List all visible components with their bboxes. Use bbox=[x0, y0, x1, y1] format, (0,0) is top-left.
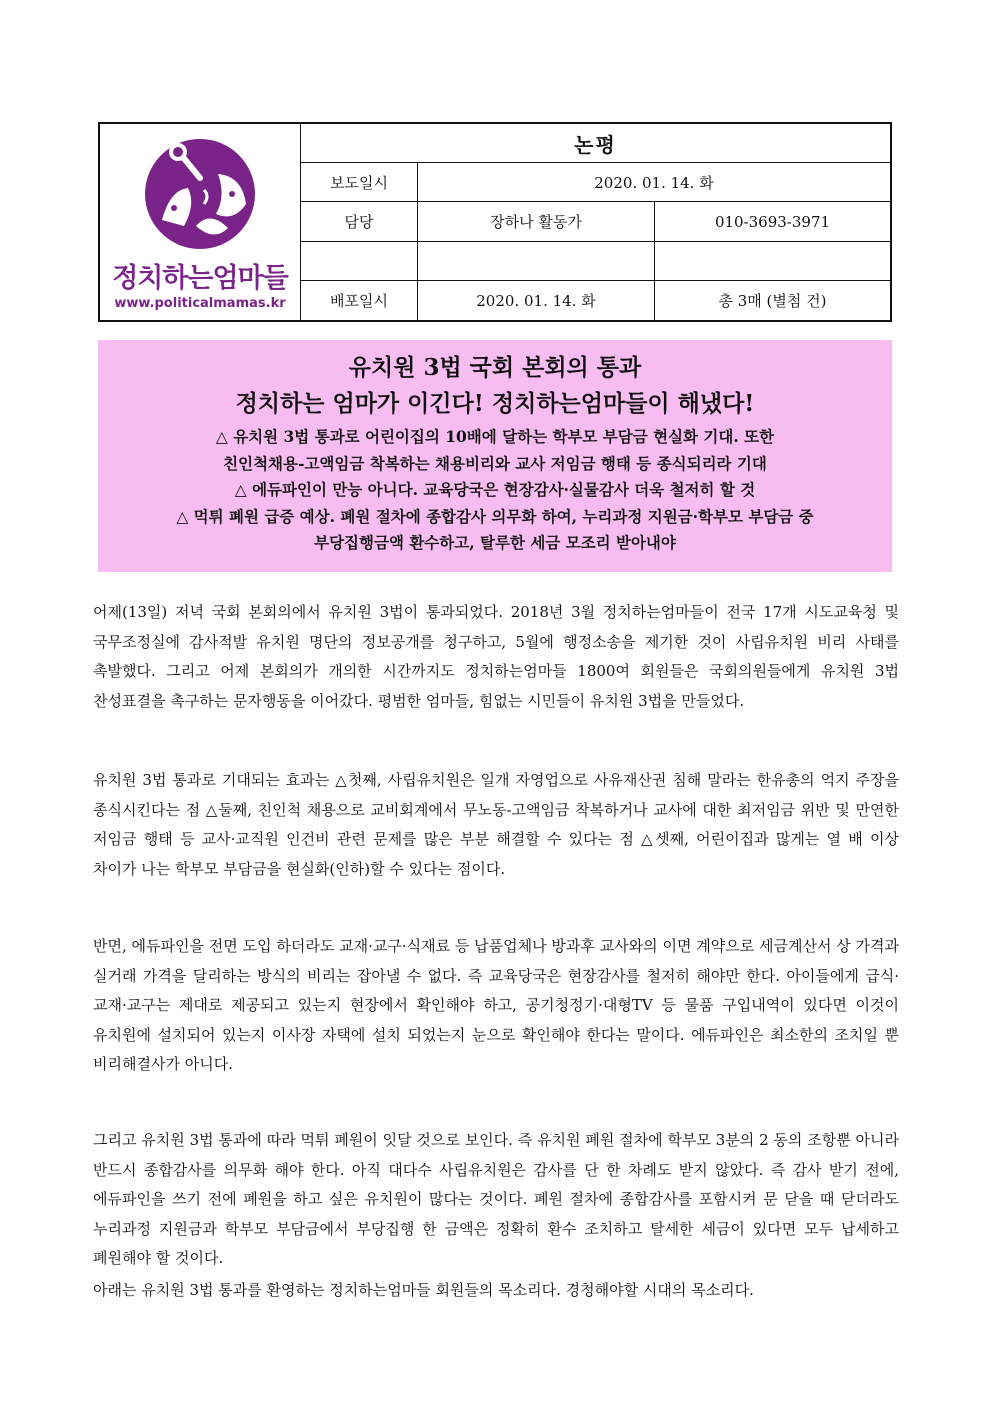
headline-point: △ 먹튀 폐원 급증 예상. 폐원 절차에 종합감사 의무화 하여, 누리과정 지원금·학부모 부담금 중 bbox=[176, 506, 814, 526]
distribution-date-label: 배포일시 bbox=[301, 281, 418, 320]
header-row-type bbox=[301, 124, 890, 163]
body-paragraph-5: 아래는 유치원 3법 통과를 환영하는 정치하는엄마들 회원들의 목소리다. 경청해야할 시대의 목소리다. bbox=[93, 1281, 754, 1299]
distribution-date-value: 2020. 01. 14. 화 bbox=[418, 281, 655, 320]
headline-box bbox=[98, 340, 892, 572]
contact-phone: 010-3693-3971 bbox=[714, 212, 831, 231]
empty-wide-cell bbox=[655, 242, 890, 280]
headline-point: 친인척채용-고액임금 착복하는 채용비리와 교사 저임금 행태 등 종식되리라 기대 bbox=[223, 453, 767, 473]
header-row-empty bbox=[301, 242, 890, 281]
logo-area bbox=[100, 124, 301, 320]
header-info bbox=[301, 124, 890, 320]
document-type: 논평 bbox=[574, 132, 617, 157]
body-paragraph-3: 반면, 에듀파인을 전면 도입 하더라도 교재·교구·식재료 등 납품업체나 방과후 교사와의 이면 계약으로 세금계산서 상 가격과 실거래 가격을 달리하는 방식의 비리는 잡아낼 수 없다. 즉 교육당국은 현장감사를 철저히 해야만 한다. 아이들에게 급식·교재·교구는 제대로 제공되고 있는지 현장에서 확인해야 하고, 공기청정기·대형TV 등 물품 구입내역이 있다면 이것이 유치원에 설치되어 있는지 이사장 자택에 설치 되었는지 눈으로 확인해야 한다는 말이다. 에듀파인은 최소한의 조치일 뿐 비리해결사가 아니다. bbox=[93, 937, 899, 1074]
header-row-contact bbox=[301, 202, 890, 241]
headline-point: △ 에듀파인이 만능 아니다. 교육당국은 현장감사·실물감사 더욱 철저히 할 것 bbox=[234, 480, 756, 499]
headline-title: 유치원 3법 국회 본회의 통과 bbox=[348, 354, 642, 381]
empty-mid-cell bbox=[418, 242, 655, 280]
empty-label-cell bbox=[301, 242, 418, 280]
body-paragraph-4: 그리고 유치원 3법 통과에 따라 먹튀 폐원이 잇달 것으로 보인다. 즉 유치원 폐원 절차에 학부모 3분의 2 동의 조항뿐 아니라 반드시 종합감사를 의무화 해야 한다. 아직 대다수 사립유치원은 감사를 단 한 차례도 받지 않았다. 즉 감사 받기 전에, 에듀파인을 쓰기 전에 폐원을 하고 싶은 유치원이 많다는 것이다. 폐원 절차에 종합감사를 포함시켜 문 닫을 때 닫더라도 누리과정 지원금과 학부모 부담금에서 부당집행 한 금액은 정확히 환수 조치하고 탈세한 세금이 있다면 모두 납세하고 폐원해야 할 것이다. bbox=[93, 1131, 899, 1268]
headline-point: 부당집행금액 환수하고, 탈루한 세금 모조리 받아내야 bbox=[314, 533, 676, 552]
release-date-label: 보도일시 bbox=[301, 163, 418, 201]
press-header-table bbox=[98, 122, 892, 322]
header-row-distribution bbox=[301, 281, 890, 320]
release-date-value: 2020. 01. 14. 화 bbox=[594, 173, 714, 192]
header-row-release bbox=[301, 163, 890, 202]
organization-url: www.politicalmamas.kr bbox=[114, 296, 286, 311]
contact-name: 장하나 활동가 bbox=[418, 202, 655, 240]
page-count: 총 3매 (별첨 건) bbox=[718, 291, 827, 310]
organization-logo-icon bbox=[100, 130, 300, 260]
organization-name: 정치하는엄마들 bbox=[112, 263, 288, 294]
headline-subtitle: 정치하는 엄마가 이긴다! 정치하는엄마들이 해냈다! bbox=[235, 390, 755, 417]
body-paragraph-2: 유치원 3법 통과로 기대되는 효과는 △첫째, 사립유치원은 일개 자영업으로 사유재산권 침해 말라는 한유총의 억지 주장을 종식시킨다는 점 △둘째, 친인척 채용으로 교비회계에서 무노동-고액임금 착복하거나 교사에 대한 최저임금 위반 및 만연한 저임금 행태 등 교사·교직원 인건비 관련 문제를 많은 부분 해결할 수 있다는 점 △셋째, 어린이집과 많게는 열 배 이상 차이가 나는 학부모 부담금을 현실화(인하)할 수 있다는 점이다. bbox=[93, 771, 899, 878]
headline-point: △ 유치원 3법 통과로 어린이집의 10배에 달하는 학부모 부담금 현실화 기대. 또한 bbox=[215, 427, 775, 446]
body-paragraph-1: 어제(13일) 저녁 국회 본회의에서 유치원 3법이 통과되었다. 2018년 3월 정치하는엄마들이 전국 17개 시도교육청 및 국무조정실에 감사적발 유치원 명단의 정보공개를 청구하고, 5월에 행정소송을 제기한 것이 사립유치원 비리 사태를 촉발했다. 그리고 어제 본회의가 개의한 시간까지도 정치하는엄마들 1800여 회원들은 국회의원들에게 유치원 3법 찬성표결을 촉구하는 문자행동을 이어갔다. 평범한 엄마들, 힘없는 시민들이 유치원 3법을 만들었다. bbox=[93, 603, 899, 710]
contact-label: 담당 bbox=[301, 202, 418, 240]
